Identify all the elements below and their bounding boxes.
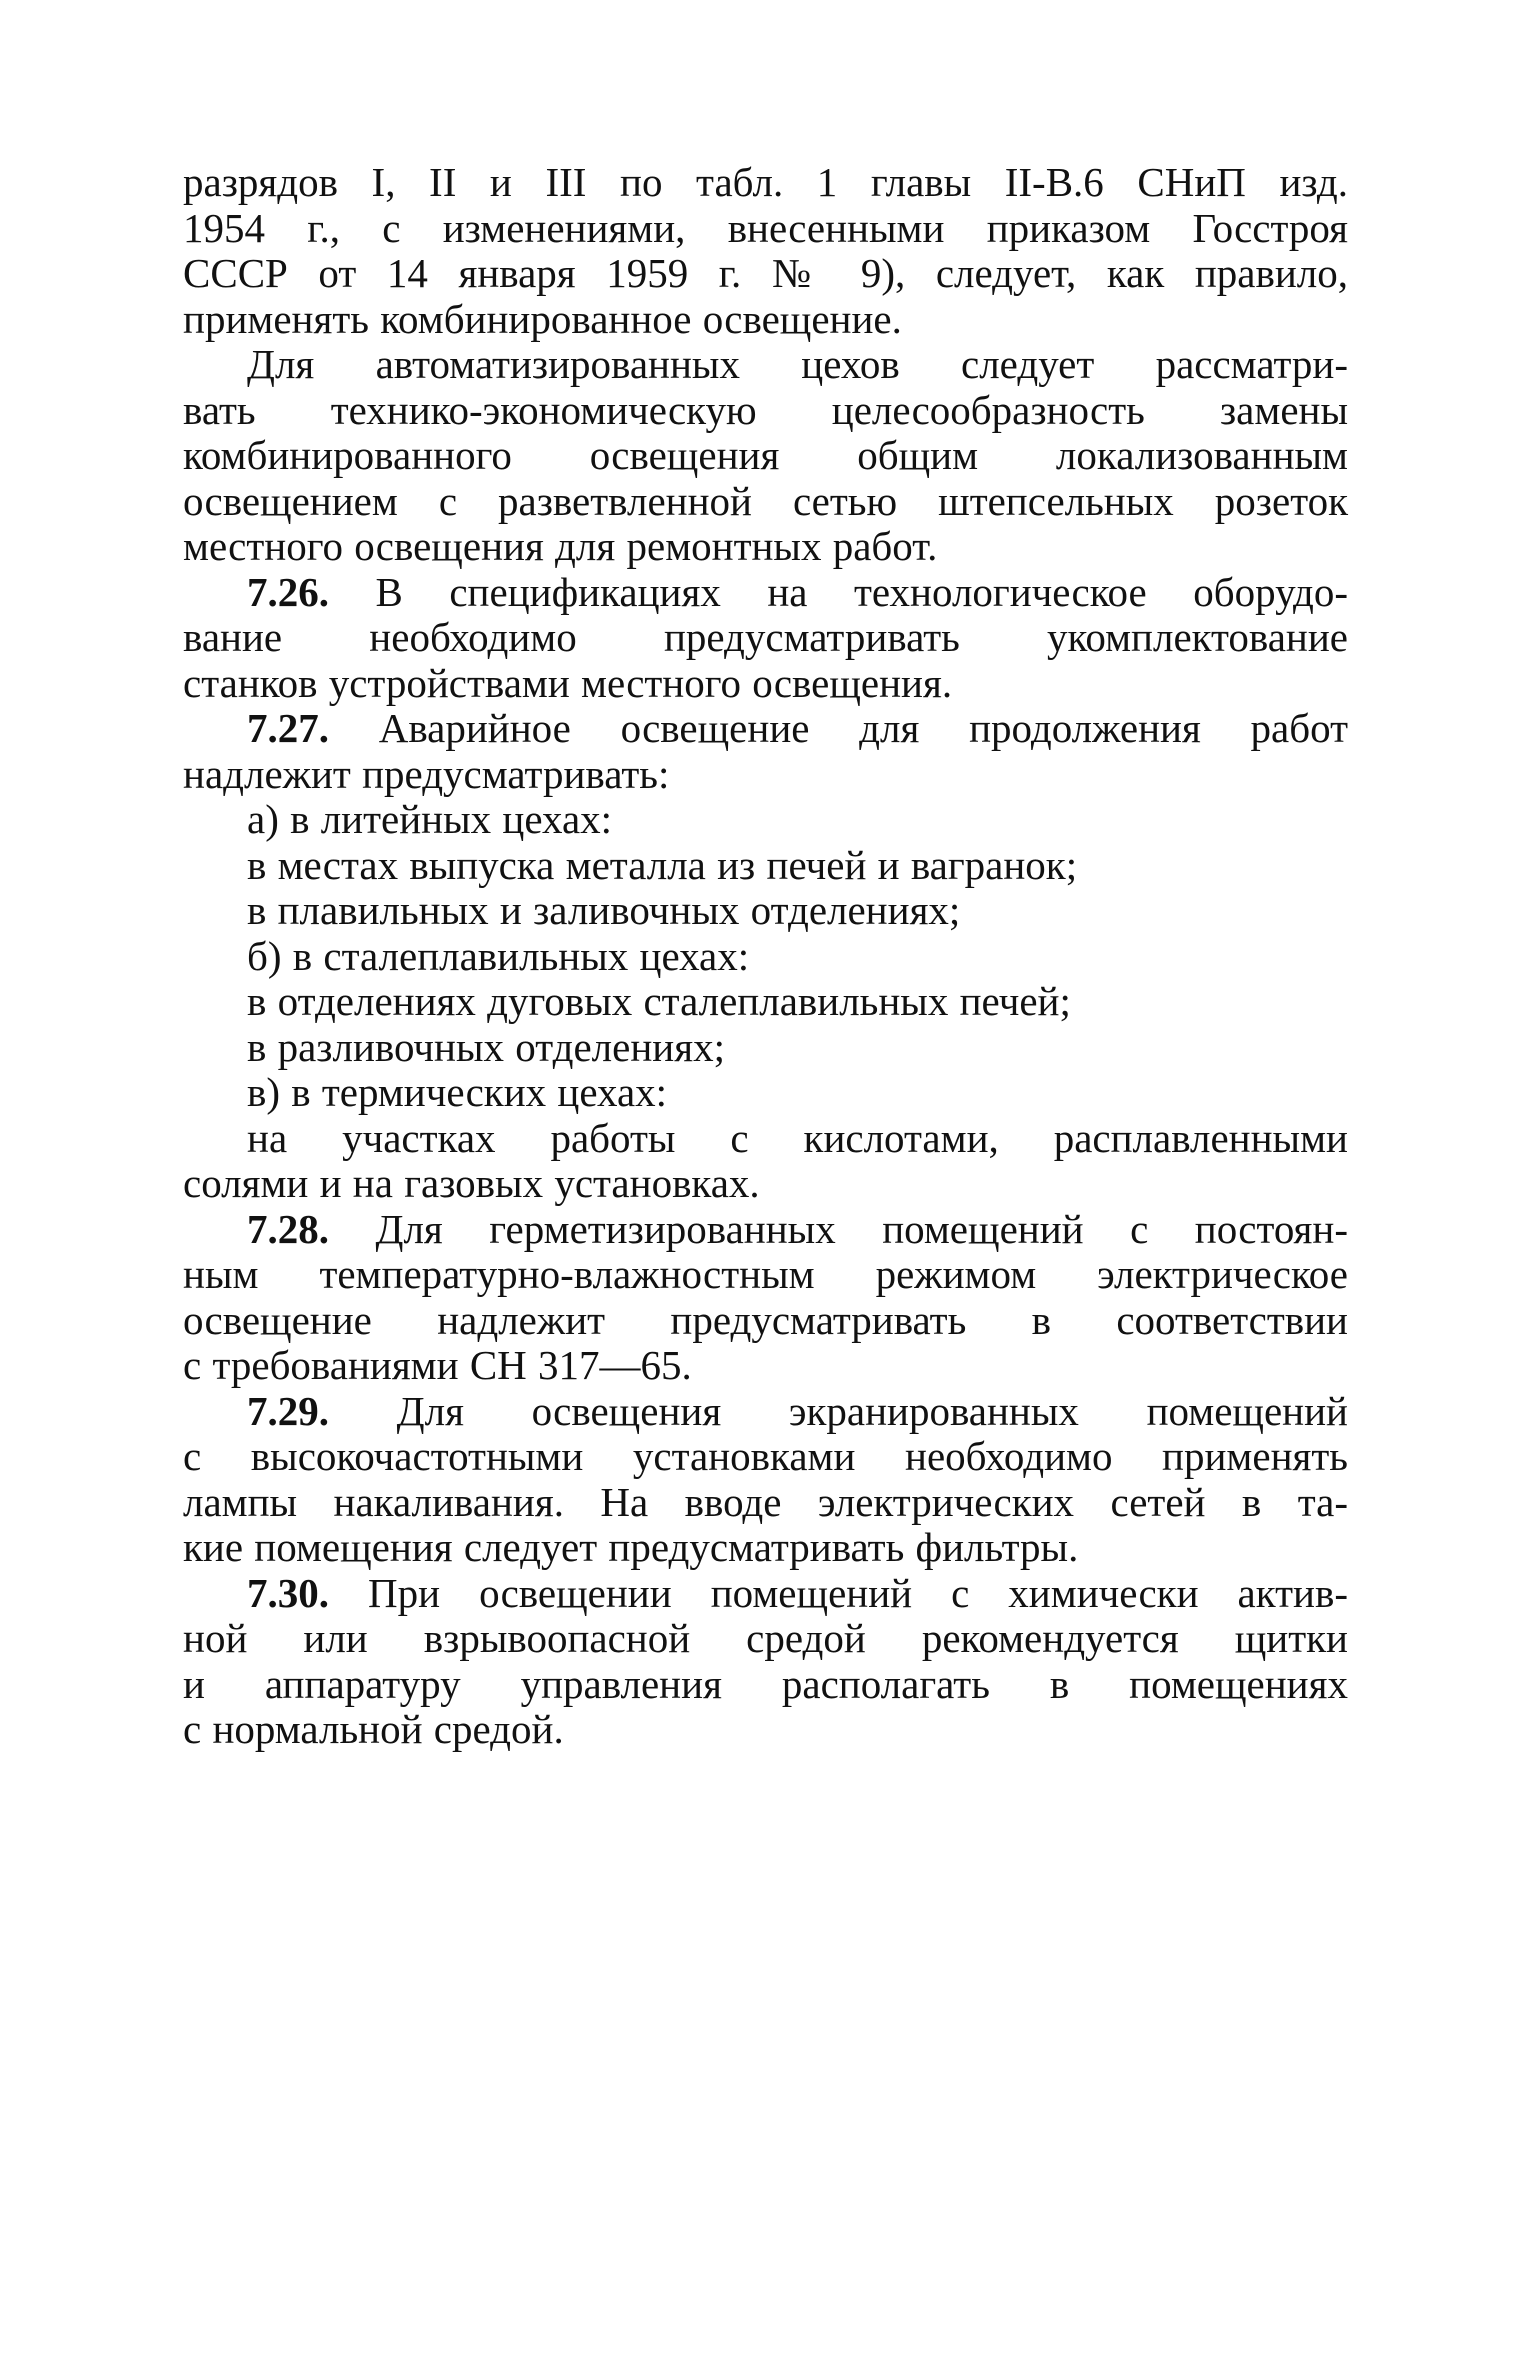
paragraph-line: освещение надлежит предусматривать в соответствии xyxy=(183,1296,1348,1343)
list-item: в местах выпуска металла из печей и вагранок; xyxy=(247,841,1078,888)
paragraph-line: с нормальной средой. xyxy=(183,1706,564,1752)
paragraph-line: освещением с разветвленной сетью штепсельных розеток xyxy=(183,477,1348,524)
list-item: в) в термических цехах: xyxy=(247,1069,668,1115)
paragraph-line: и аппаратуру управления располагать в помещениях xyxy=(183,1660,1348,1707)
paragraph-line: кие помещения следует предусматривать фильтры. xyxy=(183,1524,1079,1570)
paragraph-line: ной или взрывоопасной средой рекомендуется щитки xyxy=(183,1615,1348,1661)
list-item: в разливочных отделениях; xyxy=(247,1023,725,1070)
section-7-30-first-line xyxy=(183,1571,1348,1617)
paragraph-line: солями и на газовых установках. xyxy=(183,1160,760,1206)
paragraph-line: с требованиями СН 317—65. xyxy=(183,1342,692,1388)
section-text: При освещении помещений с химически актив- xyxy=(329,1569,1348,1616)
paragraph-line: с высокочастотными установками необходимо применять xyxy=(183,1433,1348,1479)
document-page xyxy=(183,160,1348,1753)
paragraph-line: СССР от 14 января 1959 г. № 9), следует, как правило, xyxy=(183,250,1348,296)
list-item: а) в литейных цехах: xyxy=(247,796,613,842)
section-text: В спецификациях на технологическое оборудо- xyxy=(329,568,1348,615)
paragraph-line: станков устройствами местного освещения. xyxy=(183,659,953,706)
section-number: 7.27. xyxy=(247,705,329,751)
paragraph-line: 1954 г., с изменениями, внесенными приказом Госстроя xyxy=(183,204,1348,251)
paragraph-line: надлежит предусматривать: xyxy=(183,750,670,797)
section-text: Для освещения экранированных помещений xyxy=(329,1387,1348,1434)
paragraph-line: лампы накаливания. На вводе электрических сетей в та- xyxy=(183,1478,1348,1525)
section-7-27-first-line xyxy=(183,706,1348,752)
section-text: Для герметизированных помещений с постоян- xyxy=(329,1205,1348,1252)
paragraph-line: местного освещения для ремонтных работ. xyxy=(183,523,938,569)
paragraph-line: Для автоматизированных цехов следует рассматри- xyxy=(247,341,1348,387)
paragraph-line: комбинированного освещения общим локализованным xyxy=(183,432,1348,478)
section-number: 7.28. xyxy=(247,1205,329,1252)
paragraph-line: вать технико-экономическую целесообразность замены xyxy=(183,386,1348,433)
section-7-29-first-line xyxy=(183,1389,1348,1435)
section-7-26-first-line xyxy=(183,570,1348,616)
paragraph-line: применять комбинированное освещение. xyxy=(183,295,902,342)
section-number: 7.26. xyxy=(247,568,329,615)
list-item: в плавильных и заливочных отделениях; xyxy=(247,887,961,933)
section-number: 7.30. xyxy=(247,1569,329,1616)
list-item: в отделениях дуговых сталеплавильных печей; xyxy=(247,978,1071,1024)
paragraph-line: ным температурно-влажностным режимом электрическое xyxy=(183,1251,1348,1297)
section-number: 7.29. xyxy=(247,1387,329,1434)
section-7-28-first-line xyxy=(183,1207,1348,1253)
paragraph-line: на участках работы с кислотами, расплавленными xyxy=(247,1114,1348,1161)
paragraph-line: разрядов I, II и III по табл. 1 главы II-В.6 СНиП изд. xyxy=(183,159,1348,205)
paragraph-line: вание необходимо предусматривать укомплектование xyxy=(183,614,1348,660)
list-item: б) в сталеплавильных цехах: xyxy=(247,932,750,979)
section-text: Аварийное освещение для продолжения работ xyxy=(329,705,1348,751)
